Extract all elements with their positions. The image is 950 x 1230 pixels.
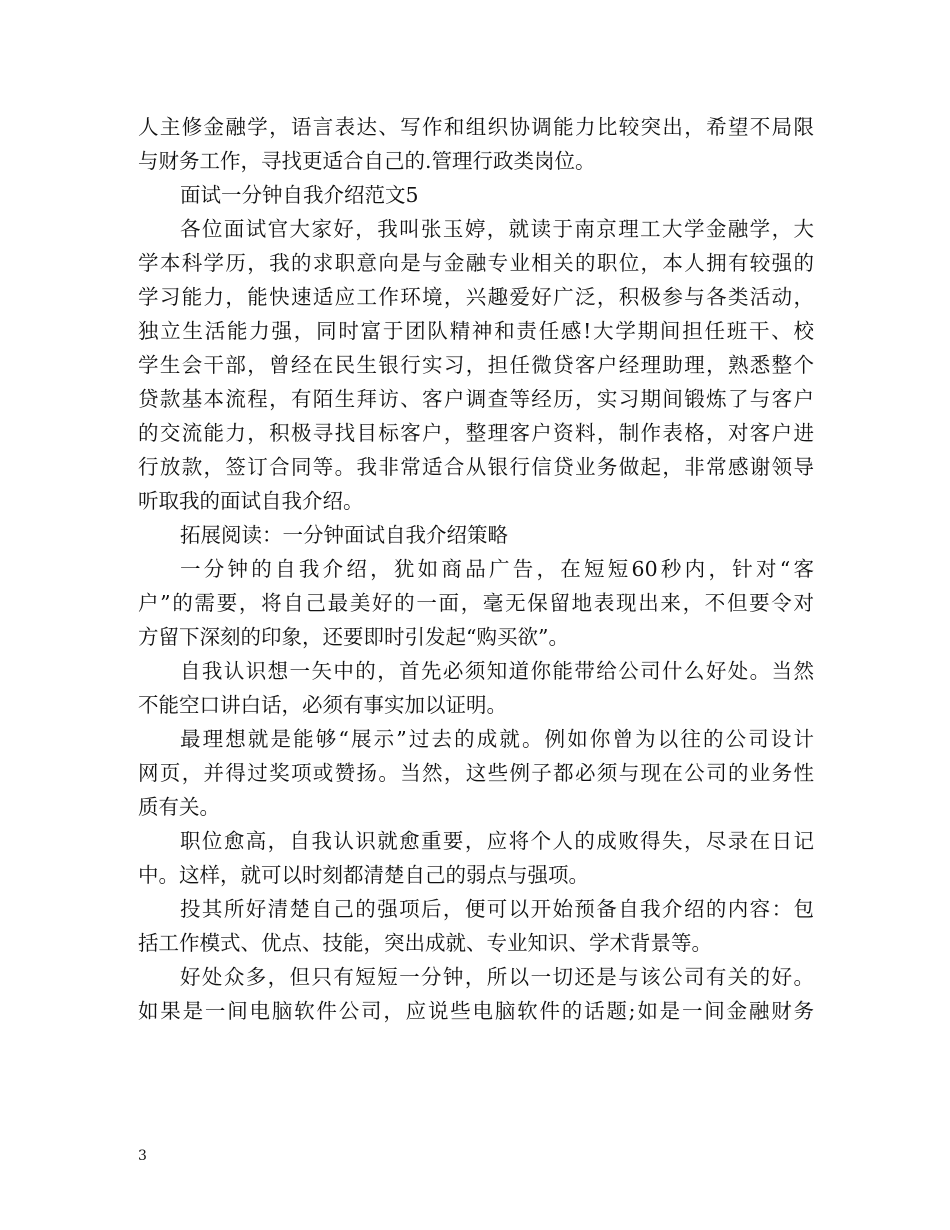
text-line: 各位面试官大家好，我叫张玉婷，就读于南京理工大学金融学，大 xyxy=(180,217,814,241)
text-line: 如果是一间电脑软件公司，应说些电脑软件的话题;如是一间金融财务 xyxy=(138,999,814,1023)
text-line: 学本科学历，我的求职意向是与金融专业相关的职位，本人拥有较强的 xyxy=(138,251,814,275)
text-line: 括工作模式、优点、技能，突出成就、专业知识、学术背景等。 xyxy=(138,931,712,955)
text-line: 学生会干部，曾经在民生银行实习，担任微贷客户经理助理，熟悉整个 xyxy=(138,353,814,377)
text-line: 贷款基本流程，有陌生拜访、客户调查等经历，实习期间锻炼了与客户 xyxy=(138,387,814,411)
text-line: 方留下深刻的印象，还要即时引发起“购买欲”。 xyxy=(138,625,569,649)
text-line: 中。这样，就可以时刻都清楚自己的弱点与强项。 xyxy=(138,863,589,887)
text-line: 质有关。 xyxy=(138,795,220,819)
text-line: 职位愈高，自我认识就愈重要，应将个人的成败得失，尽录在日记 xyxy=(180,829,814,853)
text-line: 一分钟的自我介绍，犹如商品广告，在短短60秒内，针对“客 xyxy=(180,557,814,581)
text-line: 人主修金融学，语言表达、写作和组织协调能力比较突出，希望不局限 xyxy=(138,115,814,139)
section-heading: 拓展阅读：一分钟面试自我介绍策略 xyxy=(180,523,508,547)
text-line: 不能空口讲白话，必须有事实加以证明。 xyxy=(138,693,507,717)
text-line: 独立生活能力强，同时富于团队精神和责任感!大学期间担任班干、校 xyxy=(138,319,814,343)
text-line: 户”的需要，将自己最美好的一面，毫无保留地表现出来，不但要令对 xyxy=(138,591,814,615)
text-line: 学习能力，能快速适应工作环境，兴趣爱好广泛，积极参与各类活动， xyxy=(138,285,814,309)
text-line: 网页，并得过奖项或赞扬。当然，这些例子都必须与现在公司的业务性 xyxy=(138,761,814,785)
text-line: 听取我的面试自我介绍。 xyxy=(138,489,364,513)
text-line: 最理想就是能够“展示”过去的成就。例如你曾为以往的公司设计 xyxy=(180,727,814,751)
text-line: 投其所好清楚自己的强项后，便可以开始预备自我介绍的内容：包 xyxy=(180,897,814,921)
body-text xyxy=(138,110,814,1028)
text-line: 的交流能力，积极寻找目标客户，整理客户资料，制作表格，对客户进 xyxy=(138,421,814,445)
section-heading: 面试一分钟自我介绍范文5 xyxy=(180,183,419,207)
text-line: 行放款，签订合同等。我非常适合从银行信贷业务做起，非常感谢领导 xyxy=(138,455,814,479)
text-line: 好处众多，但只有短短一分钟，所以一切还是与该公司有关的好。 xyxy=(180,965,814,989)
page-number: 3 xyxy=(138,1148,147,1164)
text-line: 与财务工作，寻找更适合自己的.管理行政类岗位。 xyxy=(138,149,596,173)
text-line: 自我认识想一矢中的，首先必须知道你能带给公司什么好处。当然 xyxy=(180,659,814,683)
